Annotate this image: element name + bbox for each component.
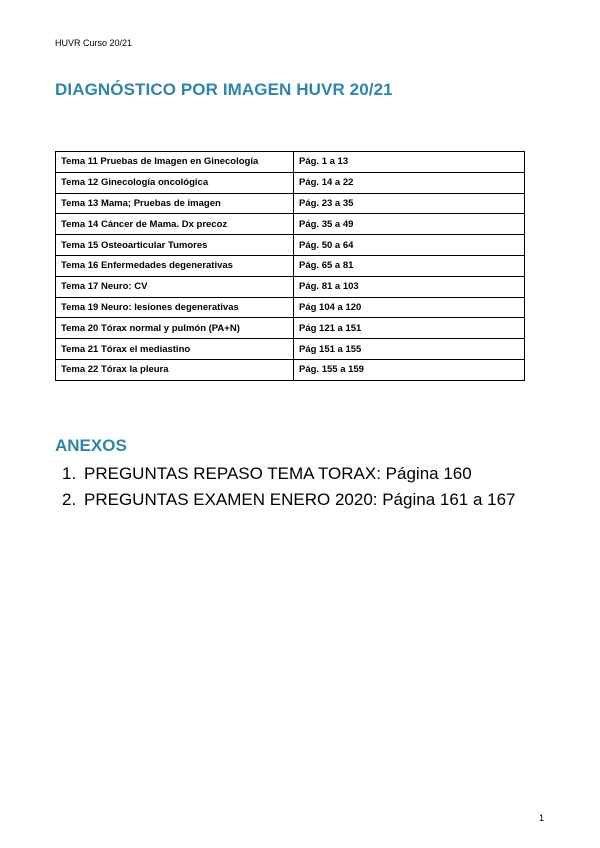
list-number: 1.: [62, 464, 77, 483]
table-row: [56, 339, 525, 360]
topic-cell: Tema 13 Mama; Pruebas de imagen: [56, 193, 294, 214]
table-row: [56, 318, 525, 339]
pages-cell: Pág 104 a 120: [294, 297, 525, 318]
topic-cell: Tema 22 Tórax la pleura: [56, 359, 294, 380]
topic-cell: Tema 15 Osteoarticular Tumores: [56, 235, 294, 256]
contents-table: [55, 151, 525, 381]
pages-cell: Pág 121 a 151: [294, 318, 525, 339]
pages-cell: Pág. 81 a 103: [294, 276, 525, 297]
topic-cell: Tema 21 Tórax el mediastino: [56, 339, 294, 360]
list-item-text: PREGUNTAS EXAMEN ENERO 2020: Página 161 a 167: [84, 490, 516, 509]
topic-cell: Tema 17 Neuro: CV: [56, 276, 294, 297]
list-number: 2.: [62, 490, 77, 509]
pages-cell: Pág. 65 a 81: [294, 255, 525, 276]
pages-cell: Pág. 35 a 49: [294, 214, 525, 235]
list-item: [62, 461, 516, 487]
table-row: [56, 214, 525, 235]
table-row: [56, 193, 525, 214]
document-title: DIAGNÓSTICO POR IMAGEN HUVR 20/21: [55, 80, 393, 99]
page-number: 1: [539, 813, 545, 823]
topic-cell: Tema 12 Ginecología oncológica: [56, 172, 294, 193]
pages-cell: Pág. 14 a 22: [294, 172, 525, 193]
pages-cell: Pág. 1 a 13: [294, 152, 525, 173]
topic-cell: Tema 14 Cáncer de Mama. Dx precoz: [56, 214, 294, 235]
table-row: [56, 152, 525, 173]
list-item-text: PREGUNTAS REPASO TEMA TORAX: Página 160: [84, 464, 472, 483]
table-row: [56, 276, 525, 297]
pages-cell: Pág 151 a 155: [294, 339, 525, 360]
topic-cell: Tema 11 Pruebas de Imagen en Ginecología: [56, 152, 294, 173]
topic-cell: Tema 19 Neuro: lesiones degenerativas: [56, 297, 294, 318]
pages-cell: Pág. 23 a 35: [294, 193, 525, 214]
pages-cell: Pág. 50 a 64: [294, 235, 525, 256]
table-row: [56, 359, 525, 380]
anexos-list: [62, 461, 516, 513]
list-item: [62, 487, 516, 513]
topic-cell: Tema 20 Tórax normal y pulmón (PA+N): [56, 318, 294, 339]
anexos-heading: ANEXOS: [55, 436, 127, 455]
table-row: [56, 297, 525, 318]
topic-cell: Tema 16 Enfermedades degenerativas: [56, 255, 294, 276]
running-header: HUVR Curso 20/21: [55, 38, 133, 48]
pages-cell: Pág. 155 a 159: [294, 359, 525, 380]
table-row: [56, 235, 525, 256]
table-row: [56, 255, 525, 276]
table-row: [56, 172, 525, 193]
